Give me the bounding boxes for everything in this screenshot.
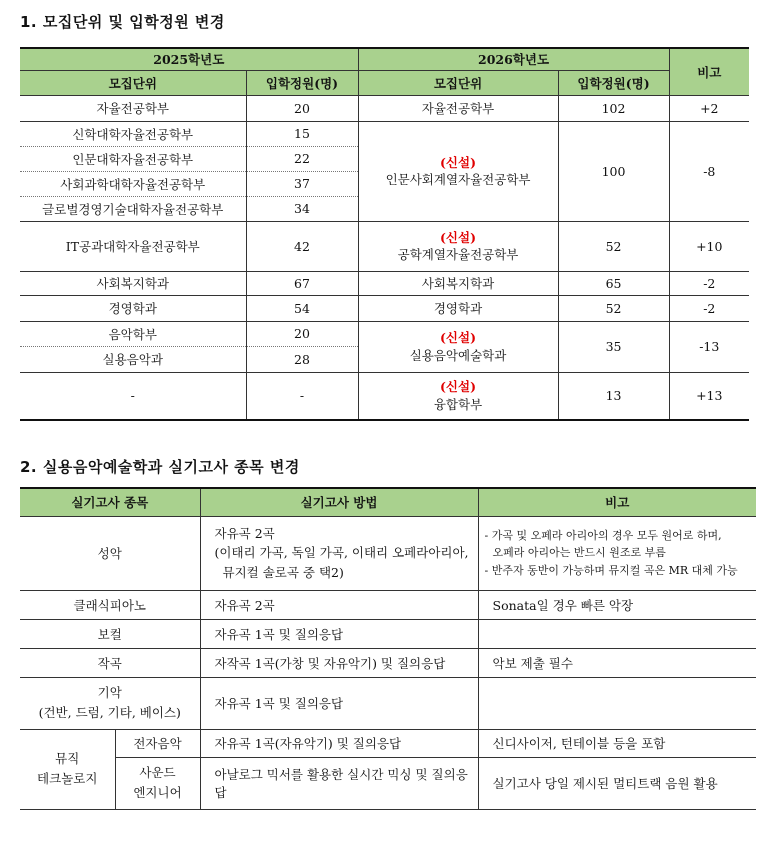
subject: 클래식피아노 bbox=[20, 590, 200, 619]
quota-2025: 37 bbox=[246, 171, 358, 196]
note-line: 오페라 아리아는 반드시 원조로 부름 bbox=[492, 546, 666, 560]
quota-2026: 102 bbox=[558, 95, 669, 121]
method-line: 자유곡 2곡 bbox=[214, 525, 275, 541]
unit-2025: 인문대학자율전공학부 bbox=[20, 146, 246, 171]
method-line: 뮤지컬 솔로곡 중 택2) bbox=[222, 564, 344, 580]
new-badge: (신설) bbox=[440, 379, 476, 395]
unit-2026: 경영학과 bbox=[358, 295, 558, 321]
unit-2026 bbox=[358, 221, 558, 271]
quota-2026: 35 bbox=[558, 321, 669, 372]
method-line: (이태리 가곡, 독일 가곡, 이태리 오페라아리아, bbox=[214, 545, 469, 561]
subject: 보컬 bbox=[20, 619, 200, 648]
new-badge: (신설) bbox=[440, 154, 476, 170]
header-2025: 2025학년도 bbox=[20, 48, 358, 70]
header-quota-2025: 입학정원(명) bbox=[246, 70, 358, 95]
method: 자작곡 1곡(가창 및 자유악기) 및 질의응답 bbox=[200, 648, 478, 677]
quota-2025: 42 bbox=[246, 221, 358, 271]
subject: 성악 bbox=[20, 516, 200, 590]
note: -2 bbox=[669, 271, 749, 295]
section1-title: 1. 모집단위 및 입학정원 변경 bbox=[20, 13, 225, 31]
table-row bbox=[20, 729, 756, 757]
section2-title: 2. 실용음악예술학과 실기고사 종목 변경 bbox=[20, 458, 300, 476]
table-row bbox=[20, 372, 749, 420]
unit-2026-name: 공학계열자율전공학부 bbox=[397, 247, 519, 262]
quota-2025: 15 bbox=[246, 121, 358, 146]
quota-2026: 13 bbox=[558, 372, 669, 420]
note: +13 bbox=[669, 372, 749, 420]
unit-2025: 글로벌경영기술대학자율전공학부 bbox=[20, 196, 246, 221]
quota-2025: - bbox=[246, 372, 358, 420]
unit-2025: - bbox=[20, 372, 246, 420]
quota-2025: 54 bbox=[246, 295, 358, 321]
new-badge: (신설) bbox=[440, 229, 476, 245]
quota-2025: 20 bbox=[246, 95, 358, 121]
header-2026: 2026학년도 bbox=[358, 48, 669, 70]
method: 자유곡 1곡 및 질의응답 bbox=[200, 619, 478, 648]
unit-2026 bbox=[358, 372, 558, 420]
header-quota-2026: 입학정원(명) bbox=[558, 70, 669, 95]
group-line: 테크놀로지 bbox=[37, 771, 98, 786]
note bbox=[478, 619, 756, 648]
subject-line: (건반, 드럼, 기타, 베이스) bbox=[38, 705, 181, 720]
quota-change-table bbox=[20, 47, 749, 421]
quota-2026: 52 bbox=[558, 221, 669, 271]
note-line: - 가곡 및 오페라 아리아의 경우 모두 원어로 하며, bbox=[484, 529, 722, 543]
note: -13 bbox=[669, 321, 749, 372]
table-row bbox=[20, 221, 749, 271]
table-row bbox=[20, 648, 756, 677]
method bbox=[200, 516, 478, 590]
subject bbox=[115, 757, 200, 809]
note: Sonata일 경우 빠른 악장 bbox=[478, 590, 756, 619]
method: 아날로그 믹서를 활용한 실시간 믹싱 및 질의응답 bbox=[200, 757, 478, 809]
table-row bbox=[20, 271, 749, 295]
unit-2025: 신학대학자율전공학부 bbox=[20, 121, 246, 146]
note: -8 bbox=[669, 121, 749, 221]
table-row bbox=[20, 590, 756, 619]
new-badge: (신설) bbox=[440, 330, 476, 345]
note: 실기고사 당일 제시된 멀티트랙 음원 활용 bbox=[478, 757, 756, 809]
header-unit-2026: 모집단위 bbox=[358, 70, 558, 95]
quota-2025: 67 bbox=[246, 271, 358, 295]
note: +10 bbox=[669, 221, 749, 271]
unit-2025: 경영학과 bbox=[20, 295, 246, 321]
unit-2026-name: 실용음악예술학과 bbox=[409, 347, 507, 363]
note-line: - 반주자 동반이 가능하며 뮤지컬 곡은 MR 대체 가능 bbox=[484, 563, 738, 577]
quota-2025: 22 bbox=[246, 146, 358, 171]
quota-2026: 100 bbox=[558, 121, 669, 221]
header-subject: 실기고사 종목 bbox=[20, 488, 200, 516]
group-line: 뮤직 bbox=[55, 751, 80, 766]
quota-2025: 20 bbox=[246, 321, 358, 346]
table-row bbox=[20, 677, 756, 729]
unit-2025: 사회과학대학자율전공학부 bbox=[20, 171, 246, 196]
method: 자유곡 1곡(자유악기) 및 질의응답 bbox=[200, 729, 478, 757]
unit-2025: IT공과대학자율전공학부 bbox=[20, 221, 246, 271]
quota-2025: 34 bbox=[246, 196, 358, 221]
note bbox=[478, 516, 756, 590]
note bbox=[478, 677, 756, 729]
unit-2025: 음악학부 bbox=[20, 321, 246, 346]
method: 자유곡 1곡 및 질의응답 bbox=[200, 677, 478, 729]
unit-2026: 사회복지학과 bbox=[358, 271, 558, 295]
unit-2026-name: 융합학부 bbox=[433, 396, 483, 412]
quota-2026: 65 bbox=[558, 271, 669, 295]
header-note: 비고 bbox=[478, 488, 756, 516]
header-note: 비고 bbox=[669, 48, 749, 95]
subject bbox=[20, 677, 200, 729]
quota-2025: 28 bbox=[246, 346, 358, 372]
subject-line: 기악 bbox=[97, 685, 122, 700]
unit-2026: 자율전공학부 bbox=[358, 95, 558, 121]
table-row bbox=[20, 295, 749, 321]
note: +2 bbox=[669, 95, 749, 121]
subject-line: 엔지니어 bbox=[133, 785, 182, 800]
subject: 작곡 bbox=[20, 648, 200, 677]
subject-group bbox=[20, 729, 115, 809]
note: 신디사이저, 턴테이블 등을 포함 bbox=[478, 729, 756, 757]
table-row bbox=[20, 121, 749, 146]
table-row bbox=[20, 321, 749, 346]
table-row bbox=[20, 95, 749, 121]
header-unit-2025: 모집단위 bbox=[20, 70, 246, 95]
note: 악보 제출 필수 bbox=[478, 648, 756, 677]
unit-2025: 자율전공학부 bbox=[20, 95, 246, 121]
table-row bbox=[20, 757, 756, 809]
header-method: 실기고사 방법 bbox=[200, 488, 478, 516]
practical-exam-table bbox=[20, 487, 756, 810]
quota-2026: 52 bbox=[558, 295, 669, 321]
table-row bbox=[20, 619, 756, 648]
table-row bbox=[20, 516, 756, 590]
subject-line: 사운드 bbox=[139, 765, 176, 780]
unit-2026-name: 인문사회계열자율전공학부 bbox=[385, 172, 531, 187]
unit-2026 bbox=[358, 121, 558, 221]
unit-2025: 실용음악과 bbox=[20, 346, 246, 372]
subject: 전자음악 bbox=[115, 729, 200, 757]
method: 자유곡 2곡 bbox=[200, 590, 478, 619]
unit-2025: 사회복지학과 bbox=[20, 271, 246, 295]
unit-2026 bbox=[358, 321, 558, 372]
note: -2 bbox=[669, 295, 749, 321]
